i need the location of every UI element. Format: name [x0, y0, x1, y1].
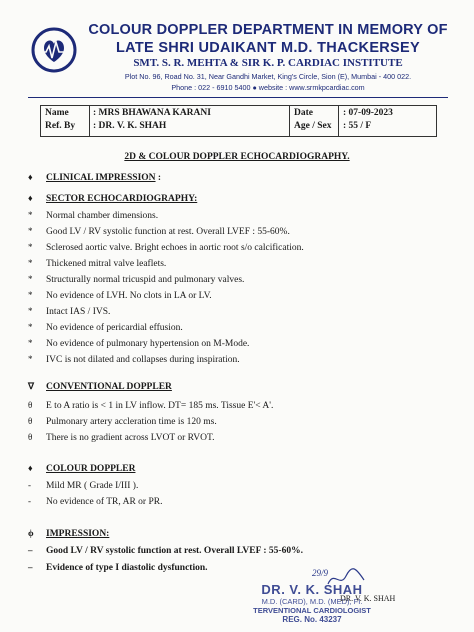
sector-item-text: Structurally normal tricuspid and pulmonary valves. [46, 275, 245, 285]
asterisk-bullet-icon: * [28, 242, 33, 252]
colour-item [28, 496, 162, 507]
asterisk-bullet-icon: * [28, 338, 33, 348]
dash-bullet-icon: - [28, 480, 31, 490]
sector-item-text: No evidence of pericardial effusion. [46, 323, 183, 333]
stamp-reg: REG. No. 43237 [282, 615, 342, 624]
conventional-item [28, 416, 217, 427]
sector-item-text: Intact IAS / IVS. [46, 307, 111, 317]
conventional-item-text: There is no gradient across LVOT or RVOT. [46, 433, 215, 443]
date-labels-cell [290, 106, 339, 136]
header-contact: Phone : 022 - 6910 5400 ● website : www.srmkpcardiac.com [171, 83, 365, 92]
date-values-cell [339, 106, 435, 136]
impression-item [28, 562, 208, 573]
header-address: Plot No. 96, Road No. 31, Near Gandhi Market, King's Circle, Sion (E), Mumbai - 400 022. [124, 72, 412, 81]
sector-item [28, 354, 240, 365]
theta-bullet-icon: θ [28, 432, 33, 442]
sector-item [28, 274, 244, 285]
sector-item-text: IVC is not dilated and collapses during inspiration. [46, 355, 240, 365]
dash-bullet-icon: - [28, 496, 31, 506]
header-line-1: COLOUR DOPPLER DEPARTMENT IN MEMORY OF [88, 22, 448, 38]
phi-bullet-icon: ϕ [28, 528, 34, 538]
triangle-bullet-icon: ∇ [28, 381, 35, 391]
conventional-doppler-label: CONVENTIONAL DOPPLER [46, 382, 172, 392]
colour-doppler-heading [28, 463, 135, 474]
dash-bullet-icon: – [28, 545, 33, 555]
date-label: Date [294, 108, 313, 118]
sector-item-text: Sclerosed aortic valve. Bright echoes in aortic root s/o calcification. [46, 243, 304, 253]
header-divider [28, 97, 448, 98]
diamond-bullet-icon: ♦ [28, 172, 33, 182]
stamp-degree: M.D. (CARD), M.D. (MED), FI. [261, 597, 363, 606]
impression-item-text: Good LV / RV systolic function at rest. Overall LVEF : 55-60%. [46, 546, 303, 556]
diamond-bullet-icon: ♦ [28, 463, 33, 473]
handwritten-date: 29/9 [312, 568, 329, 578]
asterisk-bullet-icon: * [28, 210, 33, 220]
asterisk-bullet-icon: * [28, 306, 33, 316]
theta-bullet-icon: θ [28, 400, 33, 410]
sector-item [28, 226, 290, 237]
sector-item [28, 290, 212, 301]
age-sex: : 55 / F [343, 121, 372, 131]
clinical-impression-label: CLINICAL IMPRESSION [46, 173, 156, 183]
diamond-bullet-icon: ♦ [28, 193, 33, 203]
refby-label: Ref. By [45, 121, 76, 131]
conventional-item [28, 432, 214, 443]
clinical-impression-suffix: : [155, 173, 162, 183]
colour-item-text: No evidence of TR, AR or PR. [46, 497, 163, 507]
sector-item-text: Thickened mitral valve leaflets. [46, 259, 167, 269]
impression-heading [28, 528, 109, 539]
stamp-name: DR. V. K. SHAH [261, 582, 363, 597]
doctor-stamp [232, 582, 392, 624]
asterisk-bullet-icon: * [28, 290, 33, 300]
conventional-item-text: E to A ratio is < 1 in LV inflow. DT= 185 ms. Tissue E'< A'. [46, 401, 274, 411]
report-title [0, 152, 474, 162]
impression-item [28, 545, 303, 556]
sector-item [28, 210, 158, 221]
sector-item [28, 242, 304, 253]
theta-bullet-icon: θ [28, 416, 33, 426]
sector-item [28, 338, 249, 349]
conventional-item-text: Pulmonary artery accleration time is 120 ms. [46, 417, 217, 427]
report-date: : 07-09-2023 [343, 108, 393, 118]
header-institute: SMT. S. R. MEHTA & SIR K. P. CARDIAC INSTITUTE [133, 57, 403, 69]
asterisk-bullet-icon: * [28, 354, 33, 364]
asterisk-bullet-icon: * [28, 258, 33, 268]
conventional-doppler-heading [28, 381, 172, 392]
asterisk-bullet-icon: * [28, 274, 33, 284]
patient-values-cell [89, 106, 290, 136]
sector-item-text: Good LV / RV systolic function at rest. Overall LVEF : 55-60%. [46, 227, 290, 237]
impression-item-text: Evidence of type I diastolic dysfunction. [46, 563, 208, 573]
asterisk-bullet-icon: * [28, 226, 33, 236]
sector-echo-heading [28, 193, 197, 204]
colour-item-text: Mild MR ( Grade I/III ). [46, 481, 139, 491]
sector-echo-label: SECTOR ECHOCARDIOGRAPHY: [46, 194, 198, 204]
colour-item [28, 480, 138, 491]
sector-item [28, 258, 166, 269]
name-label: Name [45, 108, 69, 118]
sector-item-text: No evidence of pulmonary hypertension on M-Mode. [46, 339, 250, 349]
sector-item-text: Normal chamber dimensions. [46, 211, 159, 221]
patient-details-table [40, 105, 437, 137]
sector-item [28, 306, 110, 317]
sector-item-text: No evidence of LVH. No clots in LA or LV. [46, 291, 212, 301]
patient-name: : MRS BHAWANA KARANI [93, 108, 211, 118]
clinical-impression-heading [28, 172, 161, 183]
asterisk-bullet-icon: * [28, 322, 33, 332]
patient-labels-cell [41, 106, 90, 136]
dash-bullet-icon: – [28, 562, 33, 572]
agesex-label: Age / Sex [294, 121, 332, 131]
conventional-item [28, 400, 273, 411]
colour-doppler-label: COLOUR DOPPLER [46, 464, 136, 474]
institute-logo-icon [30, 26, 78, 74]
sector-item [28, 322, 183, 333]
report-title-text: 2D & COLOUR DOPPLER ECHOCARDIOGRAPHY. [124, 152, 350, 162]
printed-doctor-name: DR. V. K. SHAH [340, 594, 396, 603]
stamp-title: TERVENTIONAL CARDIOLOGIST [253, 606, 371, 615]
header-line-2: LATE SHRI UDAIKANT M.D. THACKERSEY [116, 40, 420, 56]
impression-label: IMPRESSION: [46, 529, 110, 539]
referring-doctor: : DR. V. K. SHAH [93, 121, 167, 131]
